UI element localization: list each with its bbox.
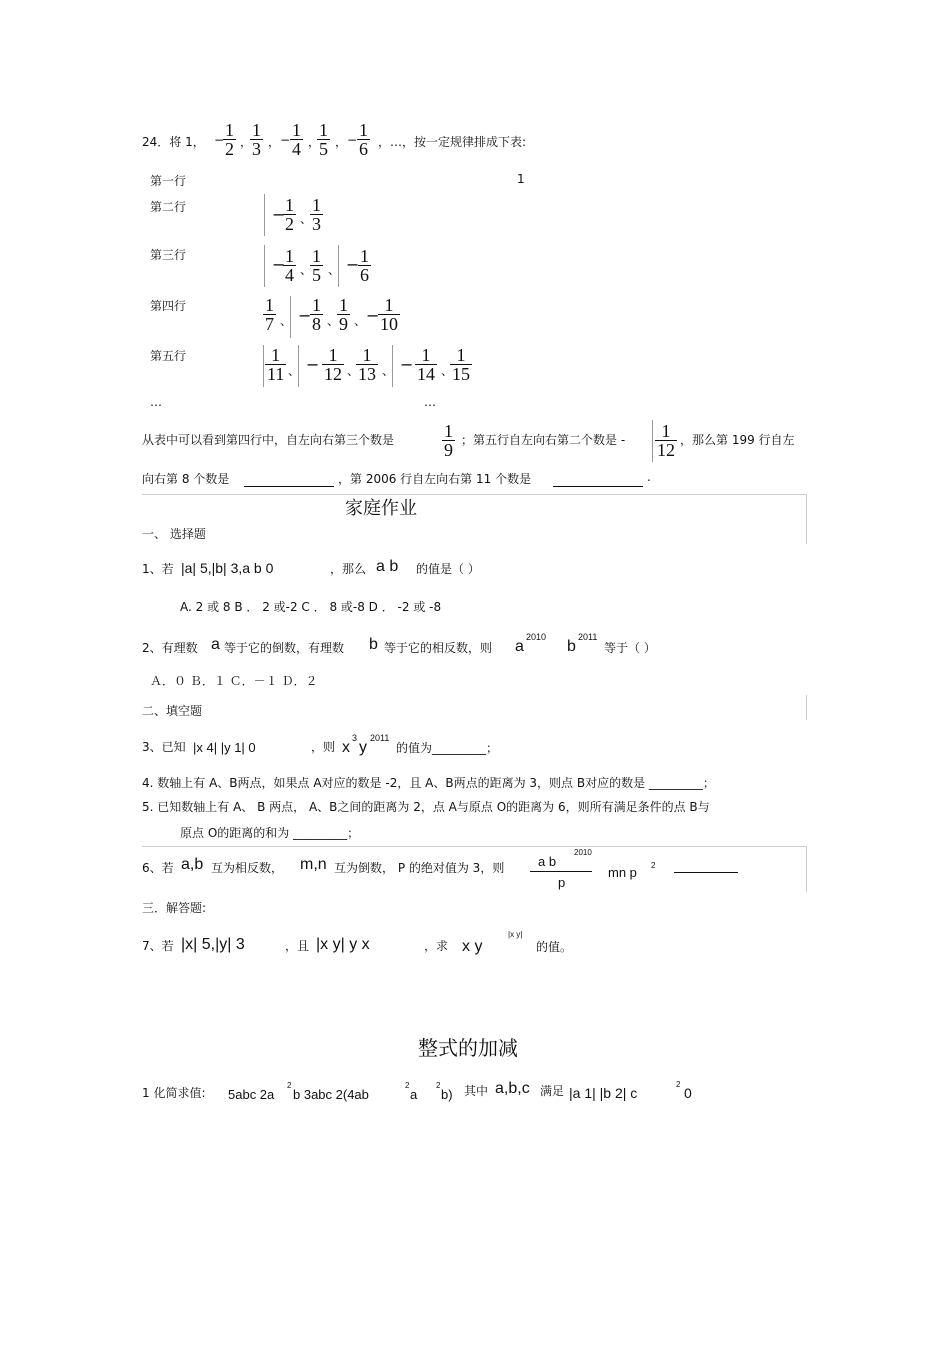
simplify-exp-3: 2 (436, 1081, 441, 1090)
homework-title: 家庭作业 (345, 498, 417, 519)
row-label-2: 第二行 (150, 200, 187, 214)
sep: ， (335, 135, 348, 149)
q1-suffix: 的值是（ ） (416, 562, 480, 576)
fraction-1-9: $\frac{1}{9}$ (339, 295, 348, 334)
fraction-neg-1-4: $\frac{1}{4}$ (285, 246, 294, 285)
sep: 、 (327, 314, 340, 328)
minus-sign: − (400, 355, 414, 374)
q7-mid2: ，求 (424, 939, 449, 953)
sep: ， (268, 135, 281, 149)
frame (298, 345, 299, 387)
q7-expression: x y (462, 938, 483, 955)
row-label-5: 第五行 (150, 349, 187, 363)
section-title-polynomial: 整式的加减 (418, 1036, 518, 1060)
q2-expr-a: a (515, 638, 524, 655)
q5-text-a: 5. 已知数轴上有 A、 B 两点， A、B之间的距离为 2，点 A与原点 O的距离为 6，则所有满足条件的点 B与 (142, 800, 710, 814)
minus-sign: − (347, 133, 358, 147)
q1-expression: a b (376, 558, 399, 575)
fraction-neg-1-6: $\frac{1}{6}$ (359, 120, 368, 159)
fraction-1-3: $\frac{1}{3}$ (312, 195, 321, 234)
minus-sign: − (280, 133, 291, 147)
frame (264, 245, 265, 287)
simplify-vars: a,b,c (495, 1080, 530, 1097)
q4-text: 4. 数轴上有 A、B两点，如果点 A对应的数是 -2，且 A、B两点的距离为 3，则点 B对应的数是 _________； (142, 776, 715, 790)
section-choice: 一、 选择题 (142, 527, 206, 541)
ellipsis-left: … (150, 395, 162, 409)
sep: 、 (382, 364, 395, 378)
q6-mn: m,n (300, 856, 327, 873)
fraction-1-13: $\frac{1}{13}$ (358, 345, 376, 384)
simplify-expr-1: 5abc 2a (228, 1087, 275, 1102)
sep: 、 (347, 364, 360, 378)
minus-sign: − (346, 255, 360, 274)
divider (142, 494, 807, 495)
q6-prefix: 6、若 (142, 861, 174, 875)
fraction-1-5: $\frac{1}{5}$ (319, 120, 328, 159)
simplify-mid: 其中 (464, 1084, 489, 1098)
divider (806, 846, 807, 892)
q7-exponent: |x y| (508, 930, 523, 939)
fraction-1-7: $\frac{1}{7}$ (265, 295, 274, 334)
row-label-3: 第三行 (150, 248, 187, 262)
q24-line1-a: 从表中可以看到第四行中，自左向右第三个数是 (142, 433, 395, 447)
q6-denominator: p (558, 875, 566, 890)
sep: ， (240, 135, 253, 149)
q3-suffix: 的值为_________； (396, 741, 499, 755)
q3-mid: ，则 (311, 740, 336, 754)
q7-condition: |x| 5,|y| 3 (181, 936, 245, 953)
q2-prefix: 2、有理数 (142, 641, 198, 655)
simplify-cond-suffix: 0 (684, 1085, 692, 1101)
q2-exp2: 2011 (578, 632, 598, 642)
q24-line2-a: 向右第 8 个数是 (142, 472, 230, 486)
frame (652, 420, 653, 462)
q1-condition: |a| 5,|b| 3,a b 0 (181, 560, 274, 576)
fraction-neg-1-2: $\frac{1}{2}$ (225, 120, 234, 159)
answer-blank[interactable] (244, 472, 334, 487)
q6-numerator: a b (538, 854, 557, 869)
sep: ， (308, 135, 321, 149)
q24-line1-c: ，那么第 199 行自左 (680, 433, 795, 447)
fraction-1-12: $\frac{1}{12}$ (657, 421, 675, 460)
frame (263, 345, 264, 387)
q2-suffix: 等于（ ） (604, 641, 656, 655)
q2-mid1: 等于它的倒数，有理数 (224, 641, 345, 655)
answer-blank[interactable] (674, 860, 738, 873)
fraction-neg-1-14: $\frac{1}{14}$ (417, 345, 435, 384)
frame (338, 245, 339, 287)
q1-prefix: 1、若 (142, 562, 174, 576)
fraction-neg-1-8: $\frac{1}{8}$ (312, 295, 321, 334)
sep: 、 (300, 212, 313, 226)
simplify-expr-4: b) (441, 1087, 453, 1102)
q7-mid: ，且 (285, 939, 310, 953)
fraction-neg-1-12: $\frac{1}{12}$ (324, 345, 342, 384)
fraction-1-15: $\frac{1}{15}$ (452, 345, 470, 384)
simplify-condition: |a 1| |b 2| c (569, 1085, 638, 1101)
fraction-neg-1-6: $\frac{1}{6}$ (360, 246, 369, 285)
frame (392, 345, 393, 387)
simplify-exp-2: 2 (405, 1081, 410, 1090)
q7-condition2: |x y| y x (316, 936, 370, 953)
q24-line2-b: ，第 2006 行自左向右第 11 个数是 (338, 472, 532, 486)
simplify-exp-4: 2 (676, 1080, 681, 1089)
simplify-cond-prefix: 满足 (540, 1084, 565, 1098)
q1-mid: ，那么 (330, 562, 367, 576)
q24-intro-post: ，…，按一定规律排成下表: (378, 135, 527, 149)
frame (290, 296, 291, 338)
q3-exp1: 3 (352, 733, 358, 743)
q5-text-b: 原点 O的距离的和为 _________； (180, 826, 360, 840)
divider (142, 846, 807, 847)
q3-condition: |x 4| |y 1| 0 (193, 740, 256, 755)
q2-exp1: 2010 (526, 632, 547, 642)
sep: 、 (328, 263, 341, 277)
minus-sign: − (306, 355, 320, 374)
minus-sign: − (298, 306, 312, 325)
divider (806, 494, 807, 544)
q2-b: b (369, 636, 378, 653)
sep: 、 (280, 314, 293, 328)
q24-line2-c: . (647, 470, 651, 484)
section-fill: 二、填空题 (142, 704, 203, 718)
minus-sign: − (366, 306, 380, 325)
row-value-1: 1 (517, 172, 525, 186)
q3-y: y (359, 739, 367, 756)
sep: 、 (288, 364, 301, 378)
row-label-1: 第一行 (150, 174, 187, 188)
q24-intro: 24．将 1， (142, 135, 205, 149)
sep: 、 (354, 314, 367, 328)
fraction-neg-1-10: $\frac{1}{10}$ (380, 295, 398, 334)
q2-a: a (211, 636, 220, 653)
fraction-1-11: $\frac{1}{11}$ (267, 345, 285, 384)
q6-exp2: 2 (651, 861, 656, 870)
simplify-expr-3: a (410, 1087, 418, 1102)
frame (264, 194, 265, 236)
ellipsis-right: … (424, 395, 436, 409)
q1-options: A. 2 或 8 B ． 2 或-2 C ． 8 或-8 D ． -2 或 -8 (180, 600, 442, 614)
q6-mid2: 互为倒数， P 的绝对值为 3，则 (334, 861, 505, 875)
q6-mid1: 互为相反数， (211, 861, 284, 875)
q3-exp2: 2011 (370, 733, 390, 743)
q3-x: x (342, 739, 350, 756)
q2-mid2: 等于它的相反数，则 (384, 641, 493, 655)
minus-sign: − (272, 205, 286, 224)
simplify-prefix: 1 化简求值: (142, 1086, 206, 1100)
minus-sign: − (214, 133, 225, 147)
q6-ab: a,b (181, 856, 204, 873)
q6-exponent: 2010 (574, 848, 592, 857)
q2-expr-b: b (567, 638, 576, 655)
q2-options: Ａ．０ Ｂ．１ Ｃ．－１ Ｄ．２ (150, 674, 318, 688)
fraction-bar (530, 871, 592, 872)
q24-line1-b: ；第五行自左向右第二个数是 - (461, 433, 626, 447)
row-label-4: 第四行 (150, 299, 187, 313)
fraction-1-3: $\frac{1}{3}$ (252, 120, 261, 159)
section-solve: 三．解答题: (142, 901, 207, 915)
sep: 、 (300, 263, 313, 277)
minus-sign: − (272, 255, 286, 274)
q7-suffix: 的值。 (536, 940, 573, 954)
q6-tail: mn p (608, 865, 637, 880)
fraction-1-9: $\frac{1}{9}$ (444, 421, 453, 460)
divider (806, 695, 807, 720)
simplify-expr-2: b 3abc 2(4ab (293, 1087, 369, 1102)
sep: 、 (441, 364, 454, 378)
q7-prefix: 7、若 (142, 939, 174, 953)
answer-blank[interactable] (553, 472, 643, 487)
fraction-neg-1-2: $\frac{1}{2}$ (285, 195, 294, 234)
simplify-exp-1: 2 (287, 1081, 292, 1090)
fraction-1-5: $\frac{1}{5}$ (312, 246, 321, 285)
fraction-neg-1-4: $\frac{1}{4}$ (292, 120, 301, 159)
q3-prefix: 3、已知 (142, 740, 186, 754)
